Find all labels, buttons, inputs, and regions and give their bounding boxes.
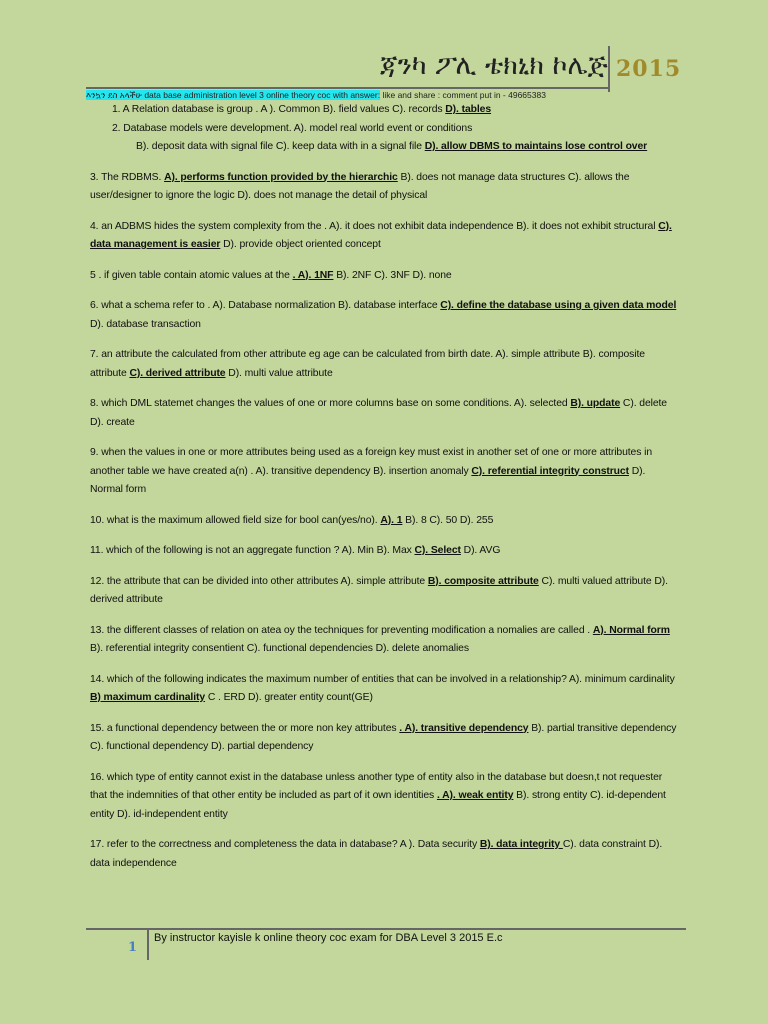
answer-text: . A). transitive dependency bbox=[399, 722, 529, 734]
answer-text: C). referential integrity construct bbox=[471, 465, 629, 477]
question-text: 10. what is the maximum allowed field size for bool can(yes/no). bbox=[90, 514, 381, 526]
question-text: C). multi valued attribute D). derived attribute bbox=[90, 575, 668, 605]
header-year: 2015 bbox=[616, 56, 682, 82]
question-12 bbox=[90, 573, 680, 610]
footer-divider bbox=[147, 930, 149, 960]
question-text: 6. what a schema refer to . A). Database normalization B). database interface bbox=[90, 300, 441, 311]
question-text: D). database transaction bbox=[90, 318, 201, 330]
question-text: B). 8 C). 50 D). 255 bbox=[402, 514, 494, 526]
question-text: 15. a functional dependency between the or more non key attributes bbox=[90, 722, 400, 734]
question-text: B). 2NF C). 3NF D). none bbox=[333, 269, 452, 281]
answer-text: C). Select bbox=[414, 545, 461, 556]
question-text: B). partial transitive dependency C). functional dependency D). partial dependency bbox=[90, 722, 677, 752]
question-text: 4. an ADBMS hides the system complexity from the . A). it does not exhibit data independence B). it does not exhibit structural bbox=[90, 220, 659, 232]
question-text: B). strong entity C). id-dependent entity D). id-independent entity bbox=[90, 790, 666, 820]
question-7 bbox=[90, 346, 680, 383]
question-text: 11. which of the following is not an aggregate function ? A). Min B). Max bbox=[90, 545, 415, 556]
question-text: 16. which type of entity cannot exist in the database unless another type of entity also in the database but doesn,t not requester that the indemnities of that other entity be included as part of it own identities bbox=[90, 771, 663, 801]
question-16 bbox=[90, 769, 680, 825]
question-text: 3. The RDBMS. bbox=[90, 171, 165, 183]
question-13 bbox=[90, 622, 680, 659]
top-note-suffix: like and share : comment put in - 49665383 bbox=[380, 90, 546, 100]
question-text: B). does not manage data structures C). allows the user/designer to ignore the logic D). does not manage the detail of physical bbox=[90, 171, 630, 201]
question-11 bbox=[90, 542, 680, 561]
question-14 bbox=[90, 671, 680, 708]
question-list bbox=[90, 101, 680, 885]
answer-text: A). performs function provided by the hierarchic bbox=[164, 171, 398, 183]
question-text: 8. which DML statemet changes the values of one or more columns base on some conditions. A). selected bbox=[90, 398, 571, 409]
footer-text: By instructor kayisle k online theory coc exam for DBA Level 3 2015 E.c bbox=[154, 932, 503, 944]
answer-text: . A). weak entity bbox=[436, 790, 514, 801]
question-text: D). multi value attribute bbox=[225, 367, 333, 379]
answer-text: A). 1 bbox=[380, 514, 403, 526]
answer-text: B) maximum cardinality bbox=[90, 692, 206, 703]
top-note bbox=[86, 90, 546, 101]
answer-text: C). define the database using a given data model bbox=[440, 300, 677, 311]
answer-text: B). composite attribute bbox=[427, 575, 539, 587]
question-1 bbox=[112, 101, 680, 120]
question-5 bbox=[90, 267, 680, 286]
question-text: D). AVG bbox=[460, 545, 501, 556]
question-15 bbox=[90, 720, 680, 757]
question-text: 17. refer to the correctness and completeness the data in database? A ). Data security bbox=[90, 839, 480, 850]
answer-text: D). allow DBMS to maintains lose control over bbox=[424, 141, 648, 152]
question-9 bbox=[90, 444, 680, 500]
page-number: 1 bbox=[128, 940, 138, 955]
question-2 bbox=[112, 120, 680, 139]
answer-text: C). data management is easier bbox=[90, 220, 672, 250]
answer-text: B). update bbox=[570, 398, 621, 409]
college-title: ጃንካ ፖሊ ቴክኒክ ኮሌጅ bbox=[380, 50, 608, 81]
question-4 bbox=[90, 218, 680, 255]
question-text: 5 . if given table contain atomic values at the bbox=[90, 269, 293, 281]
question-text: C . ERD D). greater entity count(GE) bbox=[205, 692, 373, 703]
answer-text: A). Normal form bbox=[592, 624, 670, 636]
footer-rule bbox=[86, 928, 686, 930]
question-text: C). data constraint D). data independence bbox=[90, 839, 663, 869]
question-text: 13. the different classes of relation on atea oy the techniques for preventing modification a nomalies are called . bbox=[90, 624, 593, 636]
answer-text: D). tables bbox=[445, 104, 492, 115]
question-text: C). delete D). create bbox=[90, 398, 667, 428]
question-text: 2. Database models were development. A). model real world event or conditions bbox=[112, 122, 473, 134]
question-8 bbox=[90, 395, 680, 432]
question-text: 12. the attribute that can be divided into other attributes A). simple attribute bbox=[90, 575, 428, 587]
question-text: D). provide object oriented concept bbox=[220, 239, 381, 250]
question-text: 1. A Relation database is group . A ). Common B). field values C). records bbox=[112, 104, 446, 115]
answer-text: . A). 1NF bbox=[292, 269, 334, 281]
question-text: B). referential integrity consentient C). functional dependencies D). delete anomalies bbox=[90, 643, 469, 654]
question-6 bbox=[90, 297, 680, 334]
header-divider bbox=[608, 46, 610, 92]
question-17 bbox=[90, 836, 680, 873]
question-10 bbox=[90, 512, 680, 531]
question-2-options bbox=[90, 138, 680, 157]
question-text: 7. an attribute the calculated from other attribute eg age can be calculated from birth date. A). simple attribute B). composite attribute bbox=[90, 349, 645, 379]
answer-text: C). derived attribute bbox=[129, 367, 226, 379]
question-text: B). deposit data with signal file C). keep data with in a signal file bbox=[136, 141, 425, 152]
question-3 bbox=[90, 169, 680, 206]
top-note-highlight: እንኳን ደስ አላችሁ data base administration level 3 online theory coc with answer: bbox=[86, 90, 381, 100]
question-text: 9. when the values in one or more attributes being used as a foreign key must exist in another set of one or more attributes in another table we have created a(n) . A). transitive dependency B). insertion anomaly bbox=[90, 447, 652, 477]
answer-text: B). data integrity bbox=[479, 839, 563, 850]
question-text: 14. which of the following indicates the maximum number of entities that can be involved in a relationship? A). minimum cardinality bbox=[90, 673, 675, 685]
question-text: D). Normal form bbox=[90, 465, 646, 495]
header-rule bbox=[86, 87, 610, 89]
